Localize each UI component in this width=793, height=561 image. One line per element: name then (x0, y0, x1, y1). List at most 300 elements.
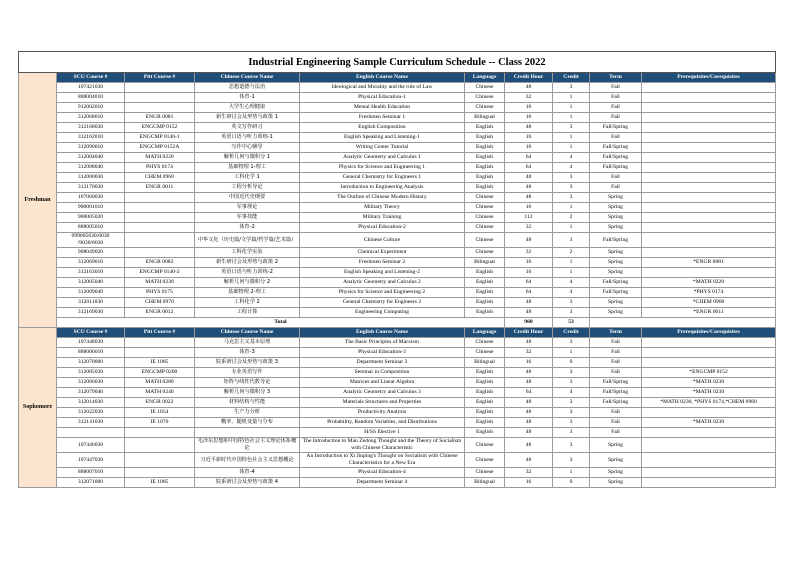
pitt-course-cell: ENGR 0012 (125, 308, 195, 318)
scu-course-cell: 107060030 (57, 193, 125, 203)
prereq-cell (642, 338, 776, 348)
scu-course-cell: 312069010 (57, 258, 125, 268)
term-cell: Fall/Spring (590, 153, 642, 163)
credit-cell: 4 (553, 388, 590, 398)
credit-cell: 4 (553, 153, 590, 163)
pitt-course-cell (125, 83, 195, 93)
credit-hour-cell: 48 (505, 418, 553, 428)
english-name-cell: Physical Education-2 (300, 223, 465, 233)
pitt-course-cell (125, 348, 195, 358)
credit-cell: 1 (553, 103, 590, 113)
language-cell: English (465, 398, 505, 408)
credit-cell: 0 (553, 358, 590, 368)
language-cell: Bilingual (465, 478, 505, 488)
curriculum-table (18, 51, 776, 488)
credit-cell: 1 (553, 223, 590, 233)
english-name-cell: Introduction to Engineering Analysis (300, 183, 465, 193)
table-body (19, 73, 776, 488)
chinese-name-cell: 专业英语写作 (195, 368, 300, 378)
credit-cell: 1 (553, 203, 590, 213)
table-row (19, 113, 776, 123)
column-header: Credit Hour (505, 73, 553, 83)
scu-course-cell: 888006010 (57, 348, 125, 358)
pitt-course-cell (125, 438, 195, 453)
language-cell: English (465, 173, 505, 183)
language-cell: Chinese (465, 438, 505, 453)
credit-hour-cell: 48 (505, 298, 553, 308)
table-row (19, 428, 776, 438)
total-credits: 53 (553, 318, 590, 328)
language-cell: English (465, 183, 505, 193)
pitt-course-cell: ENGCMP 0152 (125, 123, 195, 133)
language-cell: Chinese (465, 223, 505, 233)
language-cell: English (465, 428, 505, 438)
english-name-cell: Military Theory (300, 203, 465, 213)
chinese-name-cell: 军事理论 (195, 203, 300, 213)
credit-cell: 1 (553, 468, 590, 478)
column-header: Pitt Course # (125, 328, 195, 338)
scu-course-cell: 312009040 (57, 288, 125, 298)
pitt-course-cell: MATH 0280 (125, 378, 195, 388)
prereq-cell (642, 113, 776, 123)
chinese-name-cell: 工程分析导论 (195, 183, 300, 193)
credit-hour-cell: 48 (505, 438, 553, 453)
language-cell: Chinese (465, 233, 505, 248)
table-row (19, 358, 776, 368)
table-row (19, 418, 776, 428)
prereq-cell (642, 428, 776, 438)
credit-hour-cell: 32 (505, 468, 553, 478)
term-cell: Fall/Spring (590, 388, 642, 398)
column-header: English Course Name (300, 328, 465, 338)
language-cell: Chinese (465, 468, 505, 478)
scu-course-cell: 312141030 (57, 418, 125, 428)
credit-hour-cell: 112 (505, 213, 553, 223)
scu-course-cell: 888005010 (57, 223, 125, 233)
term-cell: Fall (590, 408, 642, 418)
prereq-cell: *MATH 0230, *PHYS 0174,*CHEM 0960 (642, 398, 776, 408)
column-header: Credit (553, 73, 590, 83)
prereq-cell: *MATH 0230 (642, 418, 776, 428)
term-cell: Fall/Spring (590, 163, 642, 173)
term-cell: Spring (590, 298, 642, 308)
term-cell: Spring (590, 193, 642, 203)
term-cell: Spring (590, 258, 642, 268)
credit-cell: 3 (553, 368, 590, 378)
scu-course-cell: 312090010 (57, 143, 125, 153)
chinese-name-cell (195, 428, 300, 438)
english-name-cell: Materials Structures and Properties (300, 398, 465, 408)
english-name-cell: English Speaking and Listening-2 (300, 268, 465, 278)
prereq-cell (642, 103, 776, 113)
language-cell: English (465, 308, 505, 318)
scu-course-cell: 312004040 (57, 153, 125, 163)
term-cell: Spring (590, 453, 642, 468)
scu-course-cell: 900005020 (57, 213, 125, 223)
chinese-name-cell: 解析几何与微积分 1 (195, 153, 300, 163)
pitt-course-cell (125, 248, 195, 258)
credit-cell: 3 (553, 233, 590, 248)
pitt-course-cell: IE 1085 (125, 358, 195, 368)
column-header: Chinese Course Name (195, 73, 300, 83)
pitt-course-cell: PHYS 0174 (125, 163, 195, 173)
credit-hour-cell: 48 (505, 123, 553, 133)
table-row (19, 123, 776, 133)
table-row (19, 398, 776, 408)
scu-course-cell: 908049020 (57, 248, 125, 258)
prereq-cell (642, 223, 776, 233)
prereq-cell (642, 203, 776, 213)
credit-hour-cell: 48 (505, 398, 553, 408)
term-cell: Fall (590, 93, 642, 103)
column-header: Term (590, 73, 642, 83)
language-cell: Chinese (465, 453, 505, 468)
scu-course-cell: 312008040 (57, 163, 125, 173)
language-cell: Chinese (465, 213, 505, 223)
page-title: Industrial Engineering Sample Curriculum Schedule -- Class 2022 (19, 52, 776, 73)
credit-cell: 4 (553, 288, 590, 298)
english-name-cell: Freshmen Seminar 2 (300, 258, 465, 268)
pitt-course-cell: ENGR 0022 (125, 398, 195, 408)
scu-course-cell: 312163010 (57, 268, 125, 278)
table-row (19, 378, 776, 388)
total-label: Total (57, 318, 505, 328)
credit-cell: 1 (553, 348, 590, 358)
credit-cell: 3 (553, 173, 590, 183)
english-name-cell: Seminar in Composition (300, 368, 465, 378)
term-cell: Fall (590, 133, 642, 143)
english-name-cell: Physical Education-3 (300, 348, 465, 358)
table-row (19, 478, 776, 488)
prereq-cell (642, 83, 776, 93)
scu-course-cell: 312079040 (57, 388, 125, 398)
chinese-name-cell: 军事技能 (195, 213, 300, 223)
chinese-name-cell: 英文写作研习 (195, 123, 300, 133)
scu-course-cell: 312068010 (57, 113, 125, 123)
pitt-course-cell (125, 453, 195, 468)
table-row (19, 298, 776, 308)
pitt-course-cell: ENGCMP 0140-1 (125, 133, 195, 143)
credit-hour-cell: 16 (505, 133, 553, 143)
chinese-name-cell: 解析几何与微积分 3 (195, 388, 300, 398)
term-cell: Spring (590, 478, 642, 488)
english-name-cell: Department Seminar 3 (300, 358, 465, 368)
prereq-cell (642, 153, 776, 163)
column-header: Term (590, 328, 642, 338)
pitt-course-cell (125, 233, 195, 248)
scu-course-cell: 912002010 (57, 103, 125, 113)
table-row (19, 173, 776, 183)
language-cell: Chinese (465, 193, 505, 203)
term-cell: Spring (590, 308, 642, 318)
term-cell: Spring (590, 268, 642, 278)
term-cell: Fall (590, 348, 642, 358)
term-cell: Fall/Spring (590, 398, 642, 408)
table-row (19, 248, 776, 258)
scu-course-cell: 312170030 (57, 183, 125, 193)
scu-course-cell: 312070000 (57, 358, 125, 368)
credit-hour-cell: 32 (505, 248, 553, 258)
prereq-cell (642, 93, 776, 103)
table-row (19, 288, 776, 298)
scu-course-cell: 900001010 (57, 203, 125, 213)
term-cell: Fall/Spring (590, 123, 642, 133)
english-name-cell: Physics for Science and Engineering 1 (300, 163, 465, 173)
language-cell: English (465, 378, 505, 388)
scu-course-cell: 312162010 (57, 133, 125, 143)
chinese-name-cell: 毛泽东思想和中国特色社会主义理论体系概论 (195, 438, 300, 453)
credit-hour-cell: 64 (505, 278, 553, 288)
table-row (19, 278, 776, 288)
prereq-cell: *MATH 0220 (642, 278, 776, 288)
english-name-cell: Department Seminar 4 (300, 478, 465, 488)
scu-course-cell: 999005030/6030 /9030/8030 (57, 233, 125, 248)
table-row (19, 438, 776, 453)
credit-hour-cell: 48 (505, 428, 553, 438)
credit-hour-cell: 48 (505, 408, 553, 418)
credit-hour-cell: 48 (505, 338, 553, 348)
credit-hour-cell: 48 (505, 368, 553, 378)
english-name-cell: Ideological and Morality and the rule of Law (300, 83, 465, 93)
prereq-cell (642, 438, 776, 453)
table-row (19, 203, 776, 213)
credit-cell: 3 (553, 308, 590, 318)
column-header: Language (465, 328, 505, 338)
chinese-name-cell: 工程计算 (195, 308, 300, 318)
chinese-name-cell: 材料结构与性能 (195, 398, 300, 408)
table-row (19, 338, 776, 348)
english-name-cell: Mental Health Education (300, 103, 465, 113)
sophomore-year-label: Sophomore (19, 328, 57, 488)
prereq-cell: *ENGR 0011 (642, 308, 776, 318)
pitt-course-cell: PHYS 0175 (125, 288, 195, 298)
pitt-course-cell (125, 223, 195, 233)
term-cell: Fall/Spring (590, 278, 642, 288)
column-header: Chinese Course Name (195, 328, 300, 338)
scu-course-cell: 312006030 (57, 378, 125, 388)
chinese-name-cell: 概率、随机变量与分布 (195, 418, 300, 428)
credit-hour-cell: 16 (505, 143, 553, 153)
english-name-cell: English Composition (300, 123, 465, 133)
pitt-course-cell (125, 338, 195, 348)
table-row (19, 143, 776, 153)
english-name-cell: The Introduction to Mao Zedong Thought and the Theory of Socialism with Chinese Characteristic (300, 438, 465, 453)
credit-cell: 2 (553, 248, 590, 258)
english-name-cell: Physical Education-4 (300, 468, 465, 478)
language-cell: Bilingual (465, 358, 505, 368)
pitt-course-cell: MATH 0220 (125, 153, 195, 163)
column-header-row (19, 73, 776, 83)
chinese-name-cell: 英语口语与听力训练-1 (195, 133, 300, 143)
credit-cell: 3 (553, 418, 590, 428)
credit-hour-cell: 48 (505, 83, 553, 93)
credit-hour-cell: 16 (505, 358, 553, 368)
chinese-name-cell: 体育-1 (195, 93, 300, 103)
term-cell: Spring (590, 248, 642, 258)
total-row (19, 318, 776, 328)
prereq-cell (642, 358, 776, 368)
chinese-name-cell: 工科化学 1 (195, 173, 300, 183)
scu-course-cell: 312014030 (57, 398, 125, 408)
credit-hour-cell: 16 (505, 478, 553, 488)
credit-hour-cell: 16 (505, 268, 553, 278)
column-header: SCU Course # (57, 328, 125, 338)
scu-course-cell: 312071000 (57, 478, 125, 488)
term-cell: Fall (590, 368, 642, 378)
credit-cell: 3 (553, 338, 590, 348)
english-name-cell: Probability, Random Variables, and Distributions (300, 418, 465, 428)
prereq-cell (642, 173, 776, 183)
pitt-course-cell: ENGR 0082 (125, 258, 195, 268)
chinese-name-cell: 院系研讨会及形势与政策 4 (195, 478, 300, 488)
chinese-name-cell: 体育-3 (195, 348, 300, 358)
credit-cell: 2 (553, 213, 590, 223)
pitt-course-cell: MATH 0240 (125, 388, 195, 398)
term-cell: Fall (590, 428, 642, 438)
english-name-cell: Engineering Computing (300, 308, 465, 318)
pitt-course-cell: IE 1054 (125, 408, 195, 418)
english-name-cell: Chinese Culture (300, 233, 465, 248)
credit-cell: 3 (553, 428, 590, 438)
chinese-name-cell: 习近平新时代中国特色社会主义思想概论 (195, 453, 300, 468)
term-cell: Fall (590, 103, 642, 113)
credit-cell: 3 (553, 408, 590, 418)
table-row (19, 268, 776, 278)
scu-course-cell: 888007010 (57, 468, 125, 478)
table-row (19, 213, 776, 223)
prereq-cell (642, 348, 776, 358)
scu-course-cell: 312168030 (57, 123, 125, 133)
column-header: SCU Course # (57, 73, 125, 83)
table-row (19, 368, 776, 378)
prereq-cell: *PHYS 0174 (642, 288, 776, 298)
credit-cell: 3 (553, 438, 590, 453)
language-cell: English (465, 123, 505, 133)
term-cell: Fall/Spring (590, 288, 642, 298)
total-blank (590, 318, 776, 328)
english-name-cell: General Chemistry for Engineers 2 (300, 298, 465, 308)
chinese-name-cell: 体育-2 (195, 223, 300, 233)
credit-cell: 3 (553, 298, 590, 308)
english-name-cell: Analytic Geometry and Calculus 1 (300, 153, 465, 163)
column-header: Credit Hour (505, 328, 553, 338)
language-cell: Chinese (465, 103, 505, 113)
credit-hour-cell: 64 (505, 388, 553, 398)
term-cell: Fall (590, 183, 642, 193)
credit-hour-cell: 48 (505, 193, 553, 203)
prereq-cell (642, 453, 776, 468)
credit-hour-cell: 48 (505, 173, 553, 183)
english-name-cell: Analytic Geometry and Calculus 3 (300, 388, 465, 398)
freshman-year-label: Freshman (19, 73, 57, 328)
credit-hour-cell: 32 (505, 93, 553, 103)
credit-hour-cell: 32 (505, 348, 553, 358)
english-name-cell: Military Training (300, 213, 465, 223)
english-name-cell: The Basic Principles of Marxism (300, 338, 465, 348)
credit-cell: 1 (553, 258, 590, 268)
term-cell: Fall/Spring (590, 378, 642, 388)
credit-cell: 1 (553, 268, 590, 278)
pitt-course-cell (125, 193, 195, 203)
total-hours: 960 (505, 318, 553, 328)
pitt-course-cell: IE 1070 (125, 418, 195, 428)
chinese-name-cell: 工科化学 2 (195, 298, 300, 308)
column-header: Language (465, 73, 505, 83)
table-row (19, 388, 776, 398)
prereq-cell: *CHEM 0960 (642, 298, 776, 308)
english-name-cell: Physics for Science and Engineering 2 (300, 288, 465, 298)
table-row (19, 258, 776, 268)
term-cell: Fall (590, 173, 642, 183)
pitt-course-cell: ENGCMP 0152A (125, 143, 195, 153)
scu-course-cell: 107448030 (57, 338, 125, 348)
prereq-cell: *ENGCMP 0152 (642, 368, 776, 378)
prereq-cell (642, 133, 776, 143)
prereq-cell (642, 193, 776, 203)
credit-cell: 1 (553, 143, 590, 153)
credit-hour-cell: 16 (505, 258, 553, 268)
prereq-cell: *MATH 0230 (642, 378, 776, 388)
language-cell: English (465, 153, 505, 163)
language-cell: English (465, 163, 505, 173)
term-cell: Fall (590, 338, 642, 348)
language-cell: Bilingual (465, 113, 505, 123)
prereq-cell (642, 123, 776, 133)
pitt-course-cell (125, 428, 195, 438)
column-header: Prerequisites/Corequisites (642, 73, 776, 83)
prereq-cell: *ENGR 0081 (642, 258, 776, 268)
credit-cell: 3 (553, 453, 590, 468)
term-cell: Fall (590, 418, 642, 428)
table-row (19, 193, 776, 203)
scu-course-cell: 107447030 (57, 453, 125, 468)
pitt-course-cell (125, 468, 195, 478)
pitt-course-cell: ENGR 0081 (125, 113, 195, 123)
language-cell: English (465, 368, 505, 378)
column-header: Credit (553, 328, 590, 338)
table-row (19, 103, 776, 113)
credit-cell: 3 (553, 123, 590, 133)
credit-cell: 4 (553, 278, 590, 288)
chinese-name-cell: 矩阵与线性代数导论 (195, 378, 300, 388)
language-cell: English (465, 388, 505, 398)
english-name-cell: Writing Center Tutorial (300, 143, 465, 153)
term-cell: Fall (590, 113, 642, 123)
language-cell: Chinese (465, 248, 505, 258)
credit-hour-cell: 16 (505, 113, 553, 123)
pitt-course-cell: ENGR 0011 (125, 183, 195, 193)
scu-course-cell: 312000030 (57, 173, 125, 183)
prereq-cell (642, 248, 776, 258)
pitt-course-cell (125, 203, 195, 213)
credit-cell: 3 (553, 398, 590, 408)
english-name-cell: The Outline of Chinese Modern History (300, 193, 465, 203)
language-cell: Chinese (465, 338, 505, 348)
chinese-name-cell: 英语口语与听力训练-2 (195, 268, 300, 278)
language-cell: English (465, 133, 505, 143)
column-header: English Course Name (300, 73, 465, 83)
english-name-cell: General Chemistry for Engineers 1 (300, 173, 465, 183)
pitt-course-cell: CHEM 0960 (125, 173, 195, 183)
term-cell: Spring (590, 213, 642, 223)
table-row (19, 348, 776, 358)
language-cell: English (465, 408, 505, 418)
column-header: Prerequisites/Corequisites (642, 328, 776, 338)
credit-hour-cell: 48 (505, 233, 553, 248)
pitt-course-cell: ENGCMP 0140-2 (125, 268, 195, 278)
chinese-name-cell: 大学生心理健康 (195, 103, 300, 113)
chinese-name-cell: 思想道德与法治 (195, 83, 300, 93)
